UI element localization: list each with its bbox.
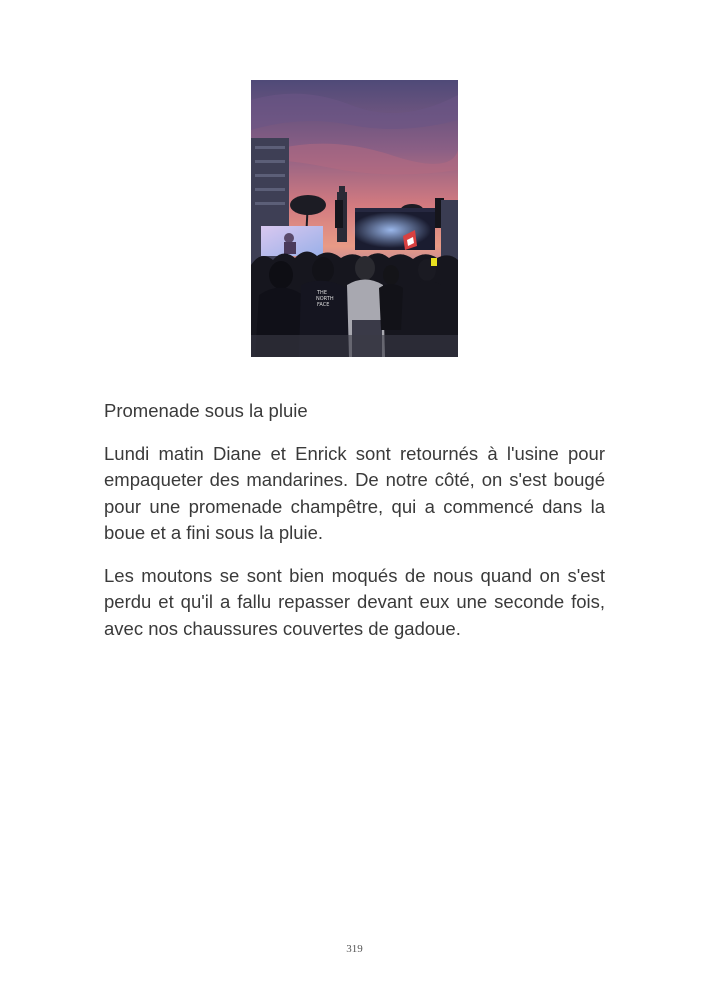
jacket-text: THE: [317, 290, 327, 296]
paragraph-1: Lundi matin Diane et Enrick sont retournés à l'usine pour empaqueter des mandarines. De notre côté, on s'est bougé pour une promenade champêtre, qui a commencé dans la boue et a fini sous la pluie.: [104, 442, 605, 543]
paragraph-2: Les moutons se sont bien moqués de nous quand on s'est perdu et qu'il a fallu repasser devant eux une seconde fois, avec nos chaussures couvertes de gadoue.: [104, 564, 605, 639]
concert-sunset-photo: [251, 80, 458, 357]
building: [441, 200, 458, 260]
photo-illustration: [251, 80, 458, 357]
svg-text:FACE: FACE: [317, 302, 330, 308]
section-heading: Promenade sous la pluie: [104, 400, 308, 421]
ground: [251, 335, 458, 357]
page-number: 319: [346, 943, 363, 955]
text-block: [104, 398, 605, 658]
svg-text:NORTH: NORTH: [316, 296, 334, 302]
